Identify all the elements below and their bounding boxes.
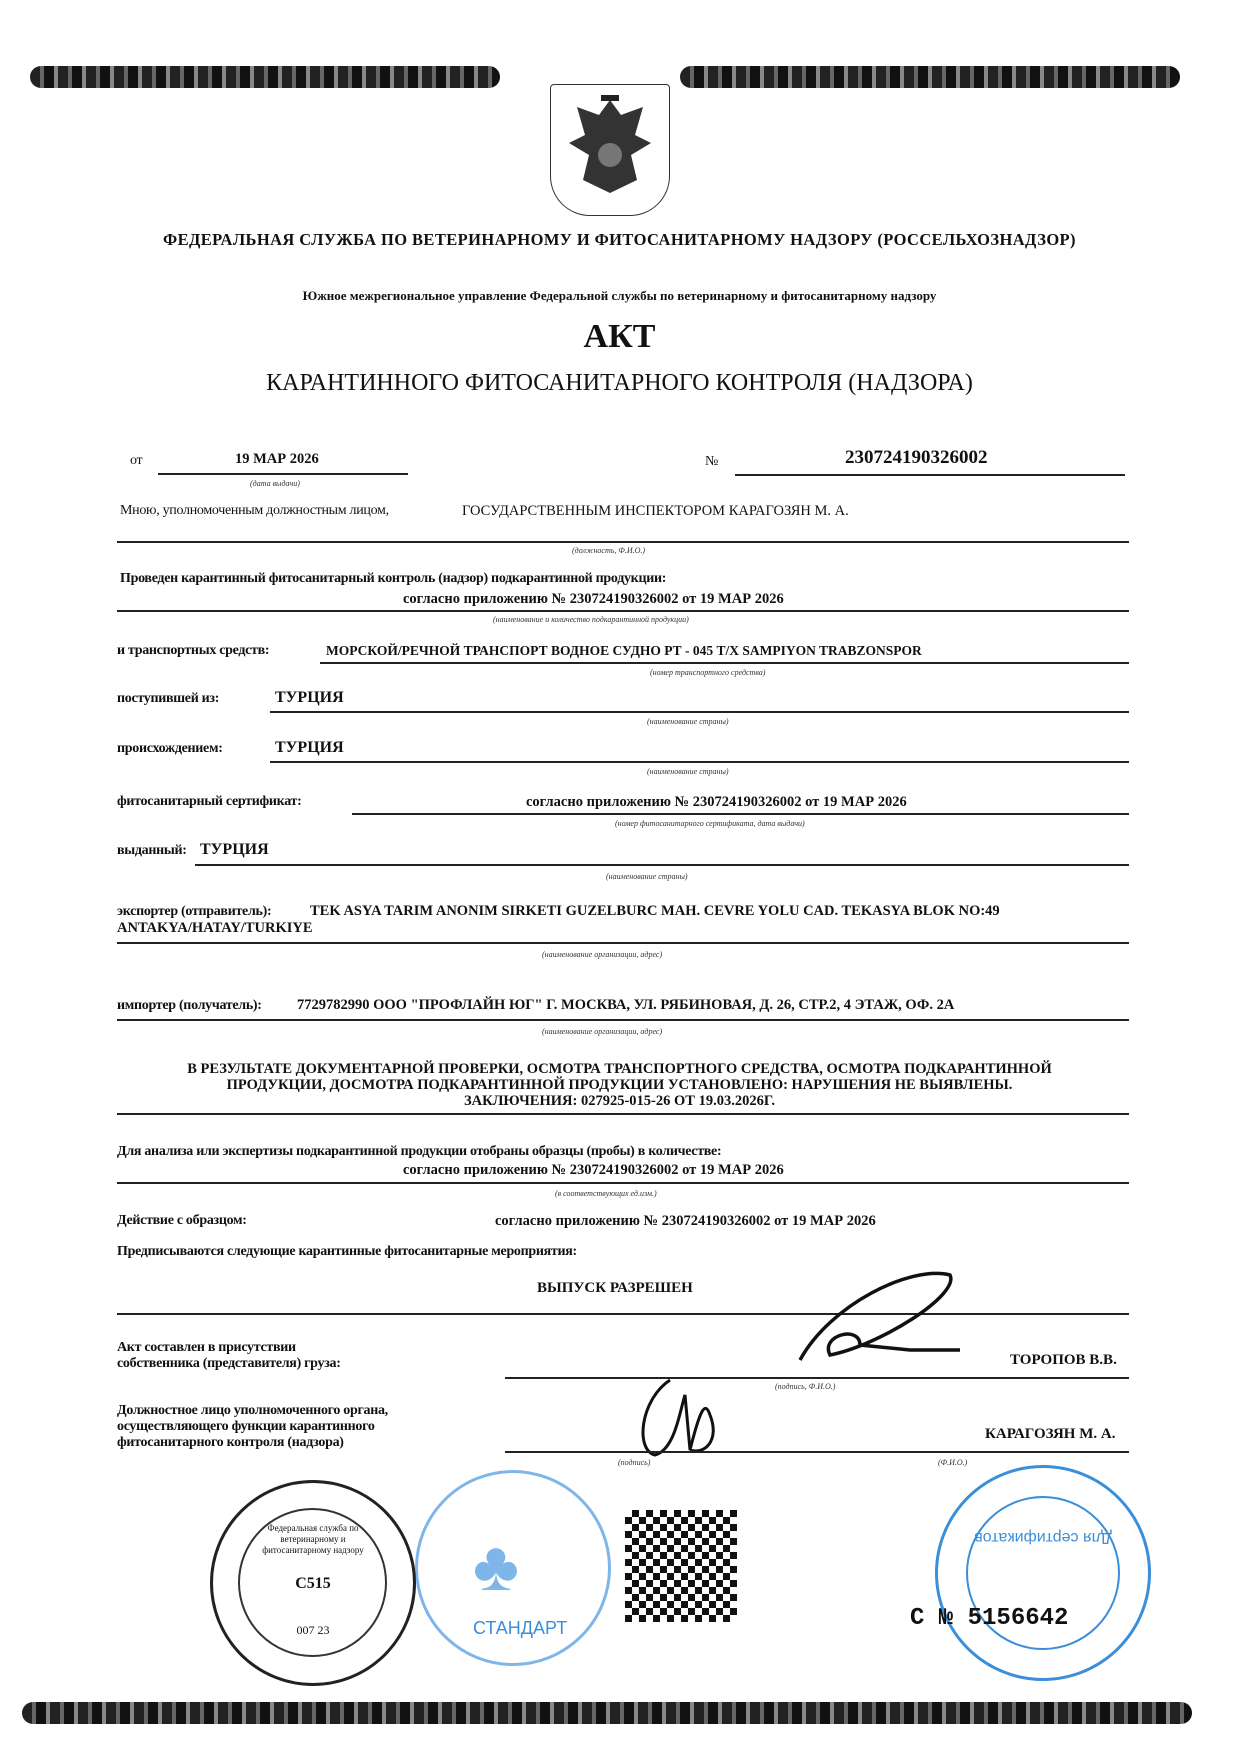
result-line-3: ЗАКЛЮЧЕНИЯ: 027925-015-26 ОТ 19.03.2026Г. [463, 1093, 776, 1109]
ornament-bottom [22, 1702, 1192, 1724]
sample-action-value: согласно приложению № 230724190326002 от 19 МАР 2026 [495, 1213, 876, 1229]
origin-label: происхождением: [117, 741, 223, 756]
issued-value: ТУРЦИЯ [200, 841, 269, 858]
document-subtitle: КАРАНТИННОГО ФИТОСАНИТАРНОГО КОНТРОЛЯ (НАДЗОРА) [266, 370, 973, 396]
inspector-value: ГОСУДАРСТВЕННЫМ ИНСПЕКТОРОМ КАРАГОЗЯН М. А. [462, 503, 849, 519]
coat-of-arms-emblem [550, 84, 670, 216]
official-name: КАРАГОЗЯН М. А. [985, 1426, 1116, 1442]
importer-label: импортер (получатель): [117, 998, 262, 1013]
exporter-label: экспортер (отправитель): [117, 904, 272, 919]
blue-standart-stamp [415, 1470, 611, 1666]
signature-caption: (подпись) [618, 1458, 651, 1467]
official-signature [630, 1370, 750, 1460]
inspector-caption: (должность, Ф.И.О.) [572, 546, 646, 555]
transport-label: и транспортных средств: [117, 643, 270, 658]
date-prefix: от [130, 453, 143, 468]
agency-name: ФЕДЕРАЛЬНАЯ СЛУЖБА ПО ВЕТЕРИНАРНОМУ И ФИТОСАНИТАРНОМУ НАДЗОРУ (РОССЕЛЬХОЗНАДЗОР) [163, 230, 1076, 249]
inspector-label: Мною, уполномоченным должностным лицом, [120, 503, 389, 518]
owner-label-line1: Акт составлен в присутствии [117, 1340, 296, 1355]
samples-label: Для анализа или экспертизы подкарантинной продукции отобраны образцы (пробы) в количестве: [117, 1144, 722, 1159]
from-country-caption: (наименование страны) [647, 717, 729, 726]
from-country-label: поступившей из: [117, 691, 220, 706]
blank-number: С № 5156642 [910, 1605, 1069, 1632]
from-country-value: ТУРЦИЯ [275, 689, 344, 706]
certificate-value: согласно приложению № 230724190326002 от 19 МАР 2026 [526, 794, 907, 810]
importer-value: 7729782990 ООО "ПРОФЛАЙН ЮГ" Г. МОСКВА, УЛ. РЯБИНОВАЯ, Д. 26, СТР.2, 4 ЭТАЖ, ОФ. 2А [297, 997, 955, 1013]
act-date: 19 МАР 2026 [235, 451, 319, 467]
exporter-value-line2: ANTAKYA/HATAY/TURKIYE [117, 920, 313, 936]
seal-code: С515 [295, 1575, 331, 1592]
official-seal [210, 1480, 416, 1686]
product-label: Проведен карантинный фитосанитарный контроль (надзор) подкарантинной продукции: [120, 571, 667, 586]
measures-label: Предписываются следующие карантинные фитосанитарные мероприятия: [117, 1244, 577, 1259]
leaf-icon: ♣ [473, 1529, 519, 1606]
right-stamp-text: Для сертификатов [974, 1529, 1112, 1546]
owner-name: ТОРОПОВ В.В. [1010, 1352, 1117, 1368]
owner-label-line2: собственника (представителя) груза: [117, 1356, 341, 1371]
official-label-line2: осуществляющего функции карантинного [117, 1419, 375, 1434]
document-title: АКТ [583, 318, 656, 355]
owner-caption: (подпись, Ф.И.О.) [775, 1382, 836, 1391]
product-value: согласно приложению № 230724190326002 от 19 МАР 2026 [403, 591, 784, 607]
measures-value: ВЫПУСК РАЗРЕШЕН [537, 1280, 693, 1296]
name-caption: (Ф.И.О.) [938, 1458, 968, 1467]
number-label: № [705, 454, 719, 469]
samples-value: согласно приложению № 230724190326002 от 19 МАР 2026 [403, 1162, 784, 1178]
samples-caption: (в соответствующих ед.изм.) [555, 1189, 657, 1198]
official-label-line1: Должностное лицо уполномоченного органа, [117, 1403, 388, 1418]
exporter-caption: (наименование организации, адрес) [542, 950, 663, 959]
result-line-1: В РЕЗУЛЬТАТЕ ДОКУМЕНТАРНОЙ ПРОВЕРКИ, ОСМОТРА ТРАНСПОРТНОГО СРЕДСТВА, ОСМОТРА ПОДКАРАНТИННОЙ [187, 1061, 1052, 1077]
date-caption: (дата выдачи) [250, 479, 300, 488]
owner-signature [790, 1265, 970, 1375]
certificate-label: фитосанитарный сертификат: [117, 794, 302, 809]
product-caption: (наименование и количество подкарантинной продукции) [493, 615, 689, 624]
issued-caption: (наименование страны) [606, 872, 688, 881]
issued-label: выданный: [117, 843, 187, 858]
result-line-2: ПРОДУКЦИИ, ДОСМОТРА ПОДКАРАНТИННОЙ ПРОДУКЦИИ УСТАНОВЛЕНО: НАРУШЕНИЯ НЕ ВЫЯВЛЕНЫ. [226, 1077, 1013, 1093]
importer-caption: (наименование организации, адрес) [542, 1027, 663, 1036]
blue-company-stamp [935, 1465, 1151, 1681]
origin-caption: (наименование страны) [647, 767, 729, 776]
exporter-value-line1: TEK ASYA TARIM ANONIM SIRKETI GUZELBURC MAH. CEVRE YOLU CAD. TEKASYA BLOK NO:49 [310, 903, 1000, 919]
sample-action-label: Действие с образцом: [117, 1213, 247, 1228]
qr-code[interactable] [625, 1510, 737, 1622]
transport-caption: (номер транспортного средства) [650, 668, 766, 677]
blue-stamp-text: СТАНДАРТ [473, 1618, 568, 1638]
ornament-top-left [30, 66, 500, 88]
official-label-line3: фитосанитарного контроля (надзора) [117, 1435, 344, 1450]
seal-text: Федеральная служба по ветеринарному и фитосанитарному надзору [262, 1523, 364, 1555]
ornament-top-right [680, 66, 1180, 88]
origin-value: ТУРЦИЯ [275, 739, 344, 756]
transport-value: МОРСКОЙ/РЕЧНОЙ ТРАНСПОРТ ВОДНОЕ СУДНО РТ - 045 T/X SAMPIYON TRABZONSPOR [326, 643, 922, 658]
department-name: Южное межрегиональное управление Федеральной службы по ветеринарному и фитосанитарному надзору [302, 288, 937, 303]
act-number: 230724190326002 [845, 447, 988, 468]
certificate-caption: (номер фитосанитарного сертификата, дата выдачи) [615, 819, 805, 828]
seal-numbers: 007 23 [296, 1623, 330, 1637]
